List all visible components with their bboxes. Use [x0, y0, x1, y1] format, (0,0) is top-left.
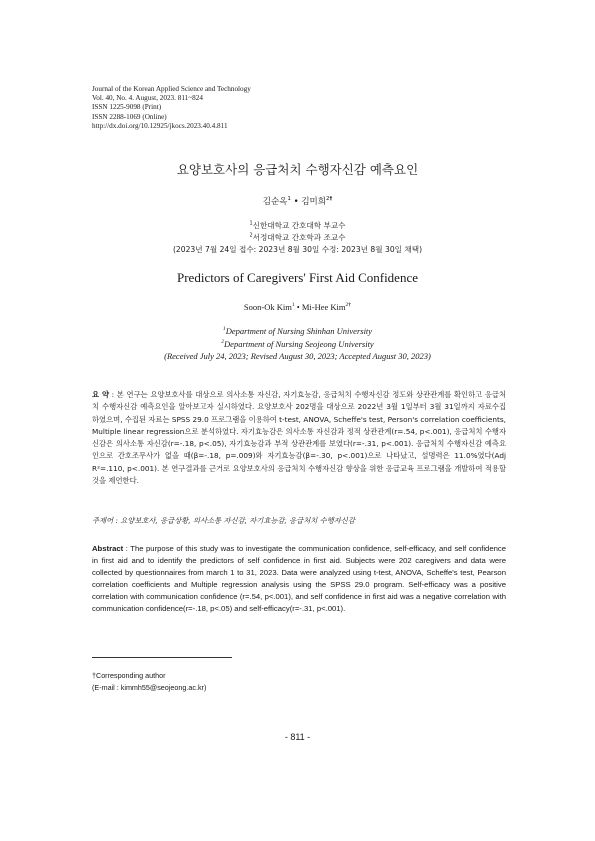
affiliation-2: $^2$Department of Nursing Seojeong University	[221, 338, 374, 349]
authors-english	[0, 302, 595, 312]
journal-info	[92, 85, 251, 131]
dagger-icon: †	[348, 302, 352, 309]
author-2-affil: 2†	[345, 302, 352, 309]
abstract-korean-label: 요 약	[92, 390, 109, 399]
author-1: Soon-Ok Kim	[243, 302, 292, 312]
affiliation-1: $^1$Department of Nursing Shinhan University	[222, 326, 373, 336]
journal-volume: Vol. 40, No. 4. August, 2023. 811~824	[92, 94, 203, 103]
journal-name: Journal of the Korean Applied Science and Technology	[92, 85, 251, 93]
affiliation-2: $^2$서정대학교 간호학과 조교수	[249, 232, 346, 243]
affiliation-1: $^1$신한대학교 간호대학 부교수	[249, 220, 346, 230]
abstract-english	[92, 543, 506, 616]
abstract-korean	[92, 389, 506, 487]
authors-korean	[0, 195, 595, 207]
footnote-divider	[92, 657, 232, 658]
author-2-affil: 2†	[325, 196, 333, 203]
affiliations-korean	[0, 220, 595, 257]
author-1-affil: 1	[291, 302, 295, 309]
affiliations-english	[0, 325, 595, 363]
issn-print: ISSN 1225-9098 (Print)	[92, 103, 162, 112]
doi-link[interactable]: http://dx.doi.org/10.12925/jkocs.2023.40.4.811	[92, 121, 228, 130]
dagger-icon: †	[329, 196, 333, 203]
title-english: Predictors of Caregivers' First Aid Confidence	[177, 270, 418, 285]
abstract-english-text: : The purpose of this study was to investigate the communication confidence, self-efficacy, and self confidence in first aid and to identify the predictors of self confidence in first aid. Subjects were 202 caregivers and data were collected by questionnaires from march 1 to 31, 2023. Data were analyzed using t-test, ANOVA, Scheffe's test, Pearson correlation coefficients and Multiple regression analysis using the SPSS 29.0 program. Self-efficacy was a positive correlation with communication confidence (r=.54, p<.001), and self confidence in first aid was a negative correlation with communication confidence(r=-.18, p<.05) and self-efficacy(r=-.31, p<.001).	[92, 544, 506, 614]
corresponding-author: †Corresponding author	[92, 671, 166, 680]
corresponding-email[interactable]: (E-mail : kimmh55@seojeong.ac.kr)	[92, 683, 207, 692]
issn-online: ISSN 2288-1069 (Online)	[92, 112, 167, 121]
footnote	[92, 670, 206, 694]
author-1: 김순옥	[262, 197, 288, 207]
abstract-english-label: Abstract	[92, 544, 124, 553]
author-2: 김미희	[301, 197, 326, 207]
page-number: - 811 -	[284, 732, 311, 742]
author-1-affil: 1	[287, 196, 291, 203]
title-korean: 요양보호사의 응급처치 수행자신감 예측요인	[176, 162, 419, 177]
dates-english: (Received July 24, 2023; Revised August 30, 2023; Accepted August 30, 2023)	[164, 351, 431, 362]
author-separator: •	[294, 302, 302, 312]
author-2: Mi-Hee Kim	[301, 302, 346, 312]
author-separator: •	[290, 197, 302, 207]
abstract-korean-text: : 본 연구는 요양보호사를 대상으로 의사소통 자신감, 자기효능감, 응급처치 수행자신감 정도와 상관관계를 확인하고 응급처치 수행자신감 예측요인을 알아보고자 실시하였다. 요양보호사 202명을 대상으로 2022년 3월 1일부터 3월 31일까지 자료수집 하였으며, 수집된 자료는 SPSS 29.0 프로그램을 이용하여 t-test, ANOVA, Scheffe's test, Person's correlation coefficients, Multiple linear regression으로 분석하였다. 자기효능감은 의사소통 자신감과 정적 상관관계(r=.54, p<.001), 응급처치 수행자신감은 의사소통 자신감(r=-.18, p<.05), 자기효능감과 부적 상관관계를 보였다(r=-.31, p<.001). 응급처치 수행자신감 예측요인으로 간호조무사가 없을 때(β=-.18, p=.009)와 자기효능감(β=-.30, p<.001)으로 나타났고, 설명력은 11.0%였다(Adj R²=.110, p<.001). 본 연구결과를 근거로 요양보호사의 응급처치 수행자신감 향상을 위한 응급교육 프로그램을 개발하여 적용할 것을 제언한다.	[92, 390, 506, 486]
keywords-korean: 주제어 : 요양보호사, 응급상황, 의사소통 자신감, 자기효능감, 응급처치 수행자신감	[92, 516, 355, 525]
dates-korean: (2023년 7월 24일 접수: 2023년 8월 30일 수정: 2023년 8월 30일 채택)	[172, 245, 423, 255]
